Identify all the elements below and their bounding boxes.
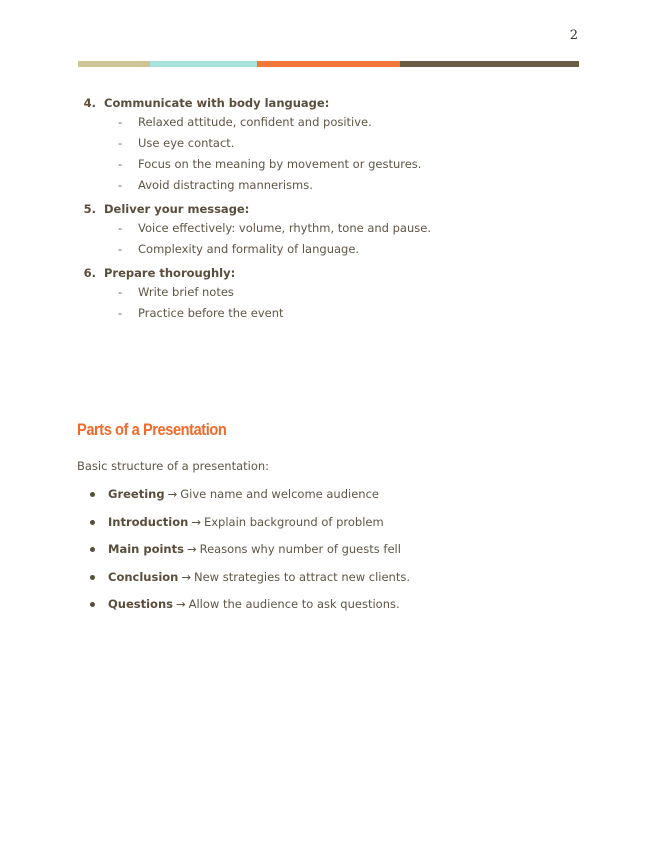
dash-icon: - bbox=[118, 221, 123, 235]
color-bar-segment-4 bbox=[400, 61, 579, 67]
sub-item bbox=[78, 136, 578, 150]
list-item bbox=[78, 569, 578, 586]
bullet-icon bbox=[90, 575, 95, 580]
list-item bbox=[78, 514, 578, 531]
structure-list bbox=[78, 486, 578, 624]
dash-icon: - bbox=[118, 178, 123, 192]
sub-item-text: Focus on the meaning by movement or gestures. bbox=[138, 157, 422, 171]
step-title: Deliver your message: bbox=[104, 202, 250, 216]
step-heading bbox=[78, 201, 578, 218]
sub-item-text: Voice effectively: volume, rhythm, tone and pause. bbox=[138, 221, 431, 235]
sub-item-text: Relaxed attitude, confident and positive. bbox=[138, 115, 372, 129]
section-intro: Basic structure of a presentation: bbox=[77, 459, 270, 473]
sub-item bbox=[78, 306, 578, 320]
sub-item-text: Practice before the event bbox=[138, 306, 284, 320]
arrow-right-icon: → bbox=[181, 569, 191, 584]
step-number: 6. bbox=[83, 266, 96, 280]
item-description: Allow the audience to ask questions. bbox=[188, 597, 400, 611]
item-term: Greeting bbox=[108, 487, 165, 501]
item-term: Questions bbox=[108, 597, 173, 611]
color-bar-segment-3 bbox=[257, 61, 400, 67]
arrow-right-icon: → bbox=[167, 487, 178, 501]
sub-item bbox=[78, 178, 578, 192]
step-sublist bbox=[78, 221, 578, 256]
step-item bbox=[78, 201, 578, 256]
step-number: 4. bbox=[83, 96, 96, 110]
sub-item bbox=[78, 285, 578, 299]
arrow-right-icon: → bbox=[191, 514, 201, 529]
list-item bbox=[78, 541, 578, 558]
bullet-icon bbox=[90, 547, 95, 552]
step-title: Prepare thoroughly: bbox=[104, 266, 236, 280]
dash-icon: - bbox=[118, 242, 123, 256]
item-description: Explain background of problem bbox=[203, 514, 384, 529]
header-color-bar bbox=[78, 61, 579, 67]
sub-item bbox=[78, 157, 578, 171]
step-item bbox=[78, 265, 578, 320]
page-number: 2 bbox=[569, 28, 578, 43]
list-item bbox=[78, 486, 578, 503]
step-heading bbox=[78, 95, 578, 112]
item-description: Reasons why number of guests fell bbox=[199, 542, 401, 556]
sub-item-text: Use eye contact. bbox=[138, 136, 235, 150]
step-title: Communicate with body language: bbox=[104, 96, 330, 110]
item-term: Conclusion bbox=[108, 569, 179, 584]
sub-item bbox=[78, 115, 578, 129]
color-bar-segment-2 bbox=[150, 61, 257, 67]
dash-icon: - bbox=[118, 306, 123, 320]
dash-icon: - bbox=[118, 285, 123, 299]
step-sublist bbox=[78, 115, 578, 192]
step-heading bbox=[78, 265, 578, 282]
sub-item bbox=[78, 221, 578, 235]
step-number: 5. bbox=[83, 202, 96, 216]
item-term: Introduction bbox=[108, 514, 189, 529]
step-sublist bbox=[78, 285, 578, 320]
sub-item bbox=[78, 242, 578, 256]
sub-item-text: Write brief notes bbox=[138, 285, 234, 299]
item-description: Give name and welcome audience bbox=[180, 487, 379, 501]
step-item bbox=[78, 95, 578, 192]
sub-item-text: Complexity and formality of language. bbox=[138, 242, 360, 256]
arrow-right-icon: → bbox=[186, 542, 197, 556]
list-item bbox=[78, 596, 578, 613]
dash-icon: - bbox=[118, 136, 123, 150]
section-title: Parts of a Presentation bbox=[77, 420, 227, 439]
bullet-icon bbox=[90, 520, 95, 525]
item-description: New strategies to attract new clients. bbox=[194, 569, 411, 584]
bullet-icon bbox=[90, 602, 95, 607]
steps-section bbox=[78, 95, 578, 329]
arrow-right-icon: → bbox=[175, 597, 186, 611]
dash-icon: - bbox=[118, 157, 123, 171]
sub-item-text: Avoid distracting mannerisms. bbox=[138, 178, 313, 192]
steps-list bbox=[78, 95, 578, 320]
dash-icon: - bbox=[118, 115, 123, 129]
bullet-icon bbox=[90, 492, 95, 497]
item-term: Main points bbox=[108, 542, 184, 556]
color-bar-segment-1 bbox=[78, 61, 150, 67]
